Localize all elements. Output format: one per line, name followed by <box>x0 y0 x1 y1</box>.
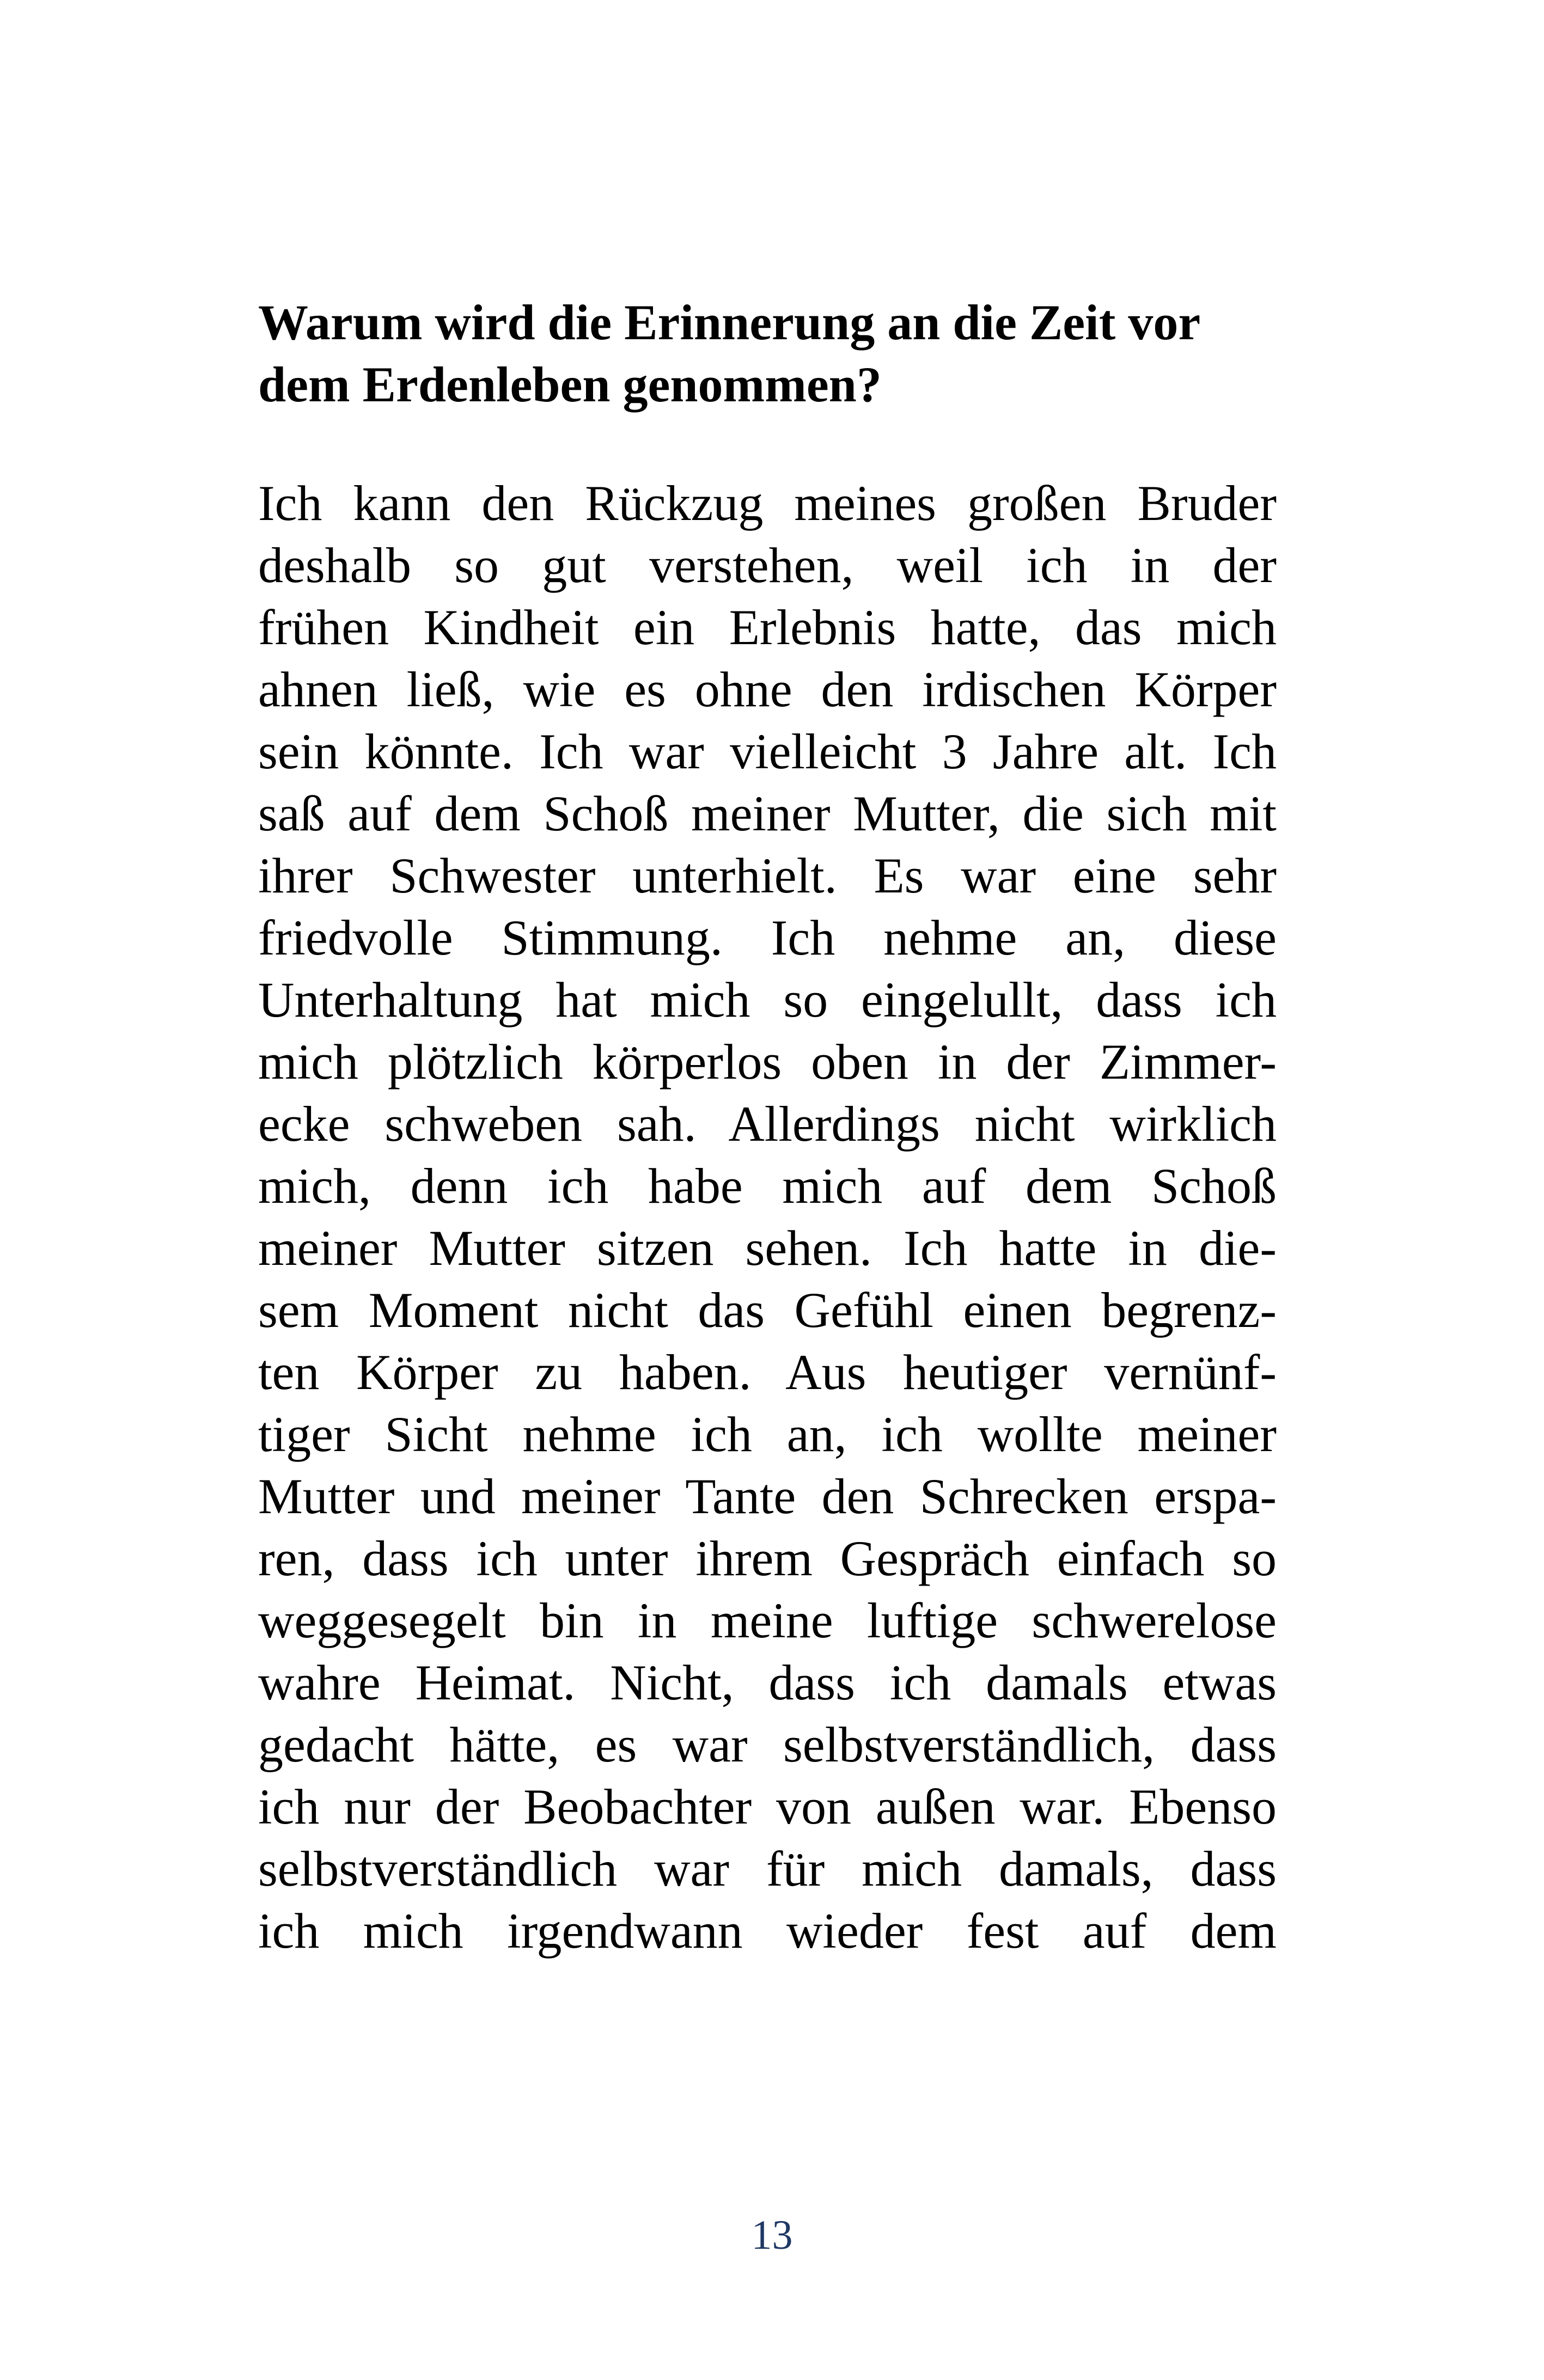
text-line: mich plötzlich körperlos oben in der Zimmer- <box>258 1034 1277 1090</box>
text-line: weggesegelt bin in meine luftige schwerelose <box>258 1593 1277 1648</box>
text-line: ahnen ließ, wie es ohne den irdischen Körper <box>258 662 1277 717</box>
heading-line: Warum wird die Erinnerung an die Zeit vor <box>258 295 1201 350</box>
page-number: 13 <box>751 2212 793 2258</box>
text-line: ecke schweben sah. Allerdings nicht wirklich <box>258 1096 1277 1152</box>
chapter-heading <box>258 291 1282 415</box>
text-line: sem Moment nicht das Gefühl einen begrenz- <box>258 1282 1277 1338</box>
text-line: wahre Heimat. Nicht, dass ich damals etwas <box>258 1655 1277 1710</box>
text-line: ich mich irgendwann wieder fest auf dem <box>258 1903 1277 1959</box>
text-line: ten Körper zu haben. Aus heutiger vernünf- <box>258 1344 1277 1400</box>
text-line: Unterhaltung hat mich so eingelullt, dass ich <box>258 972 1277 1027</box>
text-line: gedacht hätte, es war selbstverständlich, dass <box>258 1717 1277 1772</box>
text-line: meiner Mutter sitzen sehen. Ich hatte in die- <box>258 1220 1277 1276</box>
text-line: selbstverständlich war für mich damals, dass <box>258 1841 1277 1896</box>
body-paragraph <box>258 472 1277 1962</box>
text-line: frühen Kindheit ein Erlebnis hatte, das mich <box>258 599 1277 655</box>
text-line: ich nur der Beobachter von außen war. Ebenso <box>258 1779 1277 1834</box>
text-line: mich, denn ich habe mich auf dem Schoß <box>258 1158 1277 1214</box>
text-line: friedvolle Stimmung. Ich nehme an, diese <box>258 910 1277 965</box>
text-line: ihrer Schwester unterhielt. Es war eine sehr <box>258 848 1277 903</box>
text-line: tiger Sicht nehme ich an, ich wollte meiner <box>258 1406 1277 1462</box>
text-line: sein könnte. Ich war vielleicht 3 Jahre alt. Ich <box>258 724 1277 779</box>
text-line: Ich kann den Rückzug meines großen Bruder <box>258 475 1277 531</box>
text-line: ren, dass ich unter ihrem Gespräch einfach so <box>258 1531 1277 1586</box>
text-line: saß auf dem Schoß meiner Mutter, die sich mit <box>258 786 1277 841</box>
heading-line: dem Erdenleben genommen? <box>258 357 882 412</box>
text-line: Mutter und meiner Tante den Schrecken erspa- <box>258 1469 1277 1524</box>
text-line: deshalb so gut verstehen, weil ich in der <box>258 537 1277 593</box>
